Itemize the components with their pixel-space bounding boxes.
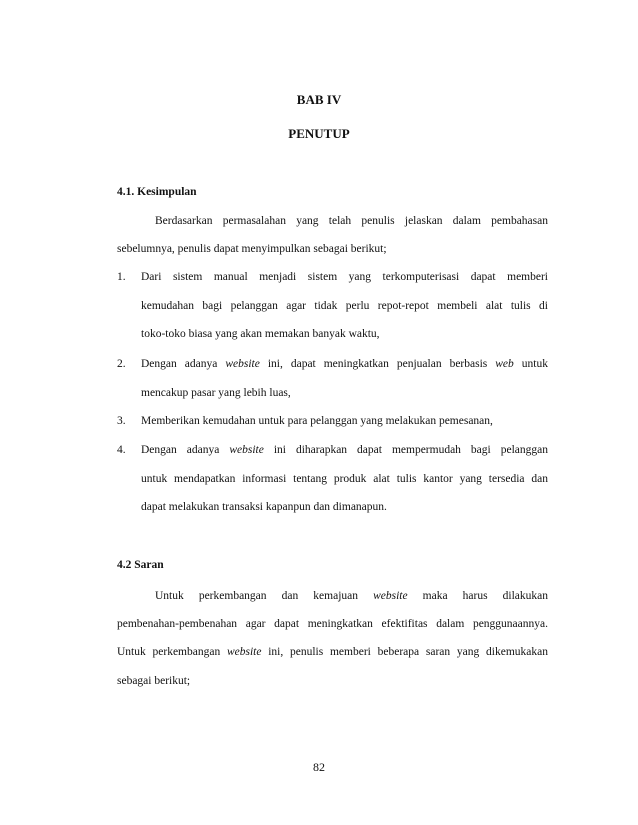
intro-line-1: Berdasarkan permasalahan yang telah penulis jelaskan dalam pembahasan [155, 215, 548, 227]
list-item-number: 2. [117, 358, 126, 370]
list-item-1-line-3: toko-toko biasa yang akan memakan banyak waktu, [141, 328, 380, 340]
section-heading-saran: 4.2 Saran [117, 559, 164, 571]
list-item-1-line-2: kemudahan bagi pelanggan agar tidak perlu repot-repot membeli alat tulis di [141, 300, 548, 312]
saran-line-4: sebagai berikut; [117, 675, 191, 687]
list-item-number: 3. [117, 415, 126, 427]
list-item-number: 4. [117, 444, 126, 456]
saran-line-2: pembenahan-pembenahan agar dapat meningkatkan efektifitas dalam penggunaannya. [117, 618, 548, 630]
intro-line-2: sebelumnya, penulis dapat menyimpulkan sebagai berikut; [117, 243, 387, 255]
list-item-2-line-2: mencakup pasar yang lebih luas, [141, 387, 291, 399]
page-number: 82 [313, 760, 325, 774]
section-heading-kesimpulan: 4.1. Kesimpulan [117, 186, 197, 198]
list-item-1-line-1: Dari sistem manual menjadi sistem yang terkomputerisasi dapat memberi [141, 271, 548, 283]
list-item-3-line-1: Memberikan kemudahan untuk para pelanggan yang melakukan pemesanan, [141, 415, 493, 427]
list-item-4-line-3: dapat melakukan transaksi kapanpun dan dimanapun. [141, 501, 387, 513]
chapter-title: PENUTUP [288, 126, 350, 141]
list-item-2-line-1: Dengan adanya website ini, dapat meningkatkan penjualan berbasis web untuk [141, 358, 548, 370]
list-item-4-line-1: Dengan adanya website ini diharapkan dapat mempermudah bagi pelanggan [141, 444, 548, 456]
chapter-label: BAB IV [296, 92, 342, 107]
saran-line-1: Untuk perkembangan dan kemajuan website maka harus dilakukan [155, 590, 549, 602]
list-item-number: 1. [117, 271, 126, 283]
saran-line-3: Untuk perkembangan website ini, penulis memberi beberapa saran yang dikemukakan [117, 646, 548, 658]
list-item-4-line-2: untuk mendapatkan informasi tentang produk alat tulis kantor yang tersedia dan [141, 473, 548, 485]
